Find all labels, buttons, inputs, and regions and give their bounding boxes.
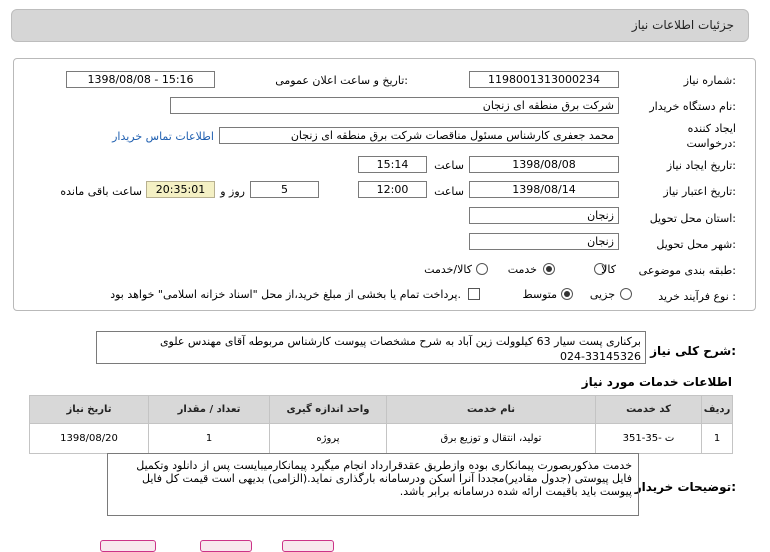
services-title: اطلاعات خدمات مورد نیاز	[581, 375, 732, 389]
cell-service-name: تولید، انتقال و توزیع برق	[387, 424, 596, 454]
process-option-medium: متوسط	[522, 288, 557, 301]
need-number-label: شماره نیاز:	[683, 74, 736, 87]
treasury-payment-text: پرداخت تمام یا بخشی از مبلغ خرید،از محل "اسناد خزانه اسلامی" خواهد بود.	[110, 288, 461, 301]
page-title: جزئیات اطلاعات نیاز	[631, 18, 734, 32]
services-header-row	[30, 396, 733, 424]
process-option-minor: جزیی	[589, 288, 615, 301]
buyer-notes-label: توضیحات خریدار:	[634, 480, 736, 494]
validity-date-label: تاریخ اعتبار نیاز:	[663, 185, 736, 198]
remaining-time-field: 20:35:01	[146, 181, 215, 198]
need-number-field[interactable]: 1198001313000234	[469, 71, 619, 88]
col-service-code: کد خدمت	[596, 396, 702, 424]
services-table	[29, 395, 733, 454]
col-need-date: تاریخ نیاز	[30, 396, 149, 424]
category-option-service: خدمت	[507, 263, 537, 276]
province-label: استان محل تحویل:	[649, 212, 736, 225]
page-header	[11, 9, 749, 42]
category-radio-service[interactable]	[543, 263, 555, 275]
cell-service-code: ت -35-351	[596, 424, 702, 454]
remaining-label: ساعت باقی مانده	[60, 185, 142, 198]
buyer-contact-link[interactable]: اطلاعات تماس خریدار	[112, 130, 214, 143]
validity-date-field[interactable]: 1398/08/14	[469, 181, 619, 198]
requester-field[interactable]: محمد جعفری کارشناس مسئول مناقصات شرکت برق منطقه ای زنجان	[219, 127, 619, 144]
created-time-label: ساعت	[434, 159, 464, 172]
validity-time-label: ساعت	[434, 185, 464, 198]
city-label: شهر محل تحویل:	[656, 238, 736, 251]
description-text: برکناری پست سیار 63 کیلوولت زین آباد به شرح مشخصات پیوست کارشناس مربوطه آقای مهندس علوی 33145326-024	[96, 331, 646, 364]
validity-time-field[interactable]: 12:00	[358, 181, 427, 198]
created-time-field[interactable]: 15:14	[358, 156, 427, 173]
table-row[interactable]	[30, 424, 733, 454]
cell-need-date: 1398/08/20	[30, 424, 149, 454]
created-date-field[interactable]: 1398/08/08	[469, 156, 619, 173]
days-field[interactable]: 5	[250, 181, 319, 198]
created-date-label: تاریخ ایجاد نیاز:	[666, 159, 736, 172]
process-label: نوع فرآیند خرید :	[658, 290, 736, 303]
category-radio-goods-service[interactable]	[476, 263, 488, 275]
treasury-payment-checkbox[interactable]	[468, 288, 480, 300]
col-quantity: تعداد / مقدار	[149, 396, 270, 424]
cell-row: 1	[702, 424, 733, 454]
days-label: روز و	[220, 185, 245, 198]
buyer-notes-text: خدمت مذکوربصورت پیمانکاری بوده وازطریق عقدقرارداد انجام میگیرد پیمانکارمیبایست پس از دانلود وتکمیل فایل پیوستی (جدول مقادیر)مجددا آنرا اسکن ودرسامانه بارگذاری نماید.(الزامی) بدیهی است قیمت کل فایل پیوست باید باقیمت ارائه شده درسامانه برابر باشد.	[107, 453, 639, 516]
announce-field[interactable]: 1398/08/08 - 15:16	[66, 71, 215, 88]
category-label: طبقه بندی موضوعی:	[638, 264, 736, 277]
bottom-button-2[interactable]	[200, 540, 252, 552]
col-row: ردیف	[702, 396, 733, 424]
announce-label: تاریخ و ساعت اعلان عمومی:	[275, 74, 408, 87]
process-radio-medium[interactable]	[561, 288, 573, 300]
requester-label-line2: درخواست:	[686, 137, 736, 150]
category-option-goods: کالا	[601, 263, 616, 276]
col-service-name: نام خدمت	[387, 396, 596, 424]
process-radio-minor[interactable]	[620, 288, 632, 300]
bottom-button-3[interactable]	[282, 540, 334, 552]
city-field[interactable]: زنجان	[469, 233, 619, 250]
category-option-goods-service: کالا/خدمت	[424, 263, 472, 276]
description-label: شرح کلی نیاز:	[650, 344, 736, 358]
cell-unit: پروژه	[270, 424, 387, 454]
bottom-button-1[interactable]	[100, 540, 156, 552]
buyer-field[interactable]: شرکت برق منطقه ای زنجان	[170, 97, 619, 114]
col-unit: واحد اندازه گیری	[270, 396, 387, 424]
buyer-label: نام دستگاه خریدار:	[649, 100, 736, 113]
province-field[interactable]: زنجان	[469, 207, 619, 224]
requester-label-line1: ایجاد کننده	[687, 122, 736, 135]
cell-quantity: 1	[149, 424, 270, 454]
